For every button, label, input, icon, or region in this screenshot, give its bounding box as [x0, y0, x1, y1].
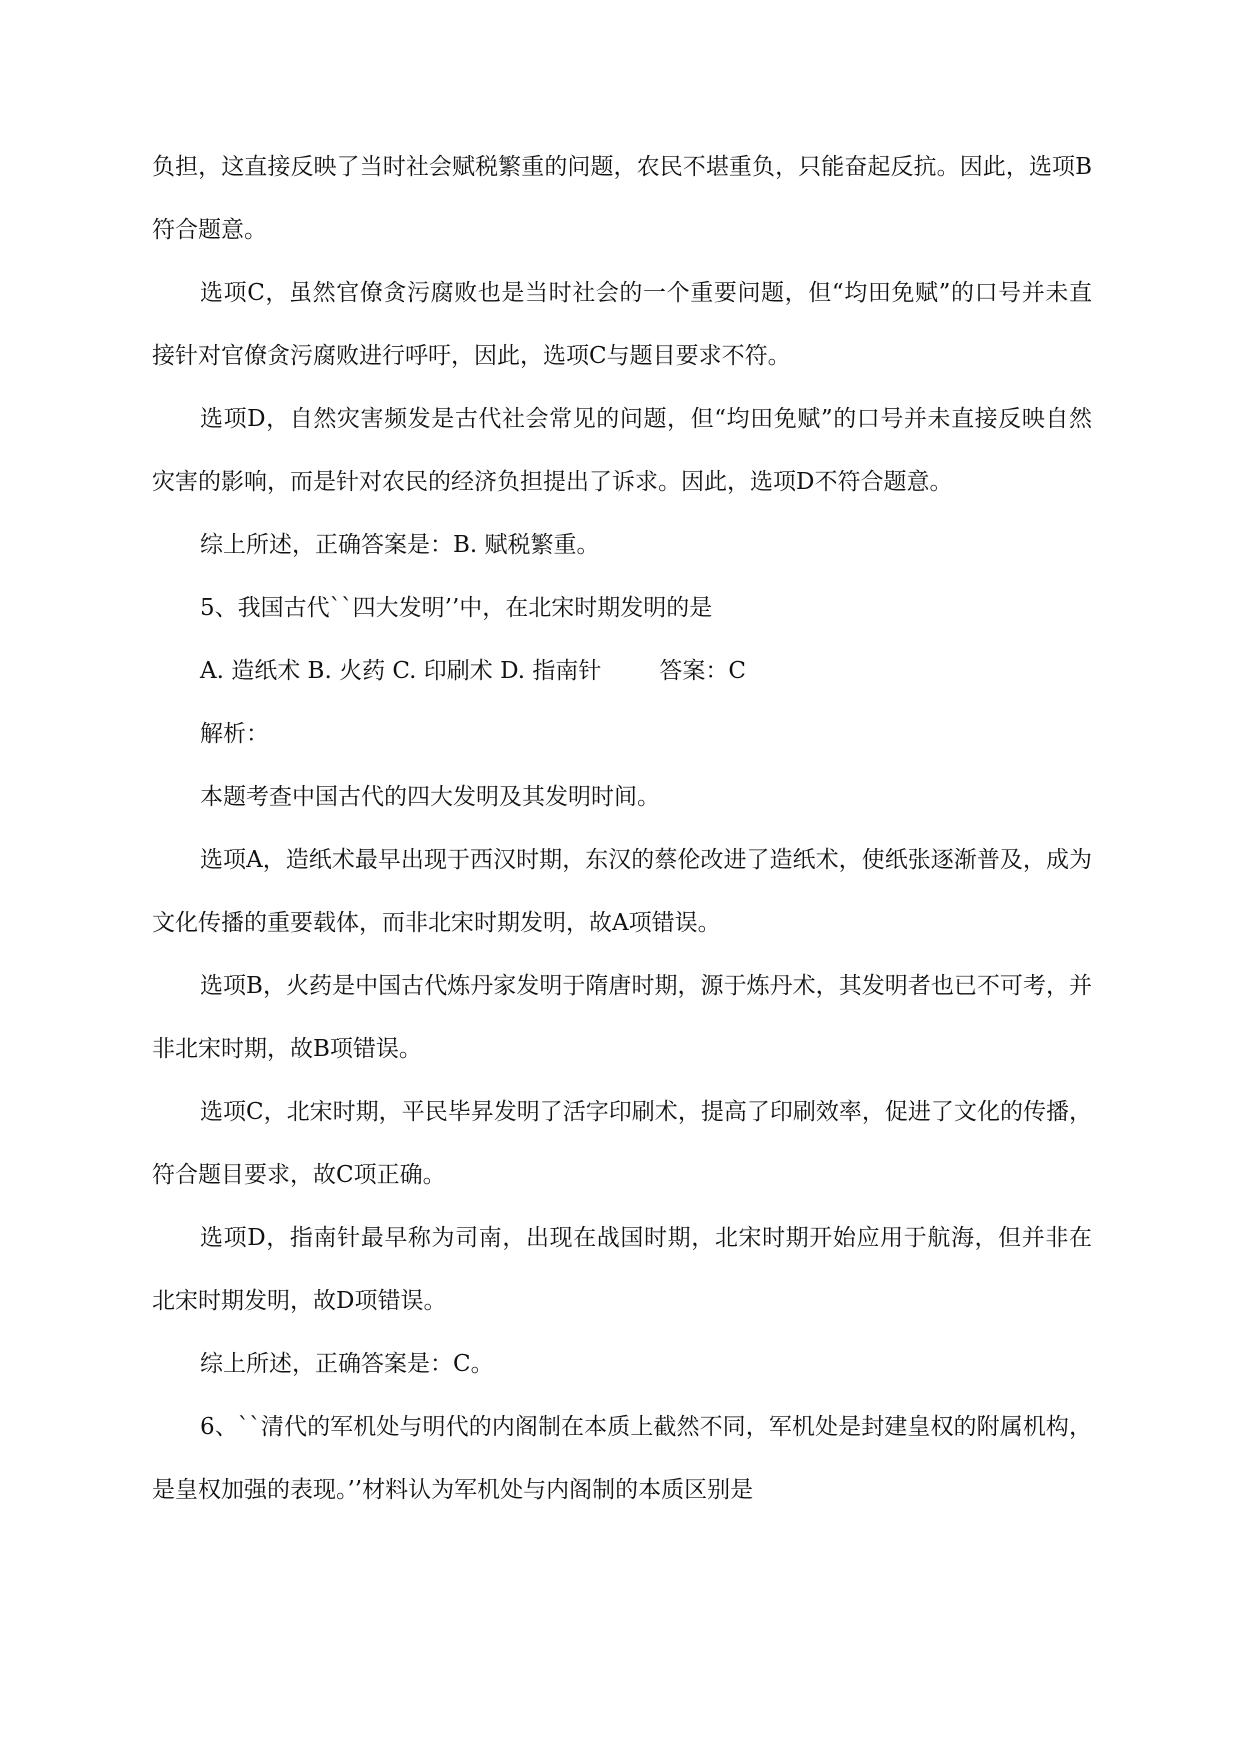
question-5-option-b-analysis: 选项B，火药是中国古代炼丹家发明于隋唐时期，源于炼丹术，其发明者也已不可考，并非北宋时期，故B项错误。 [152, 973, 1092, 1062]
question-5-option-c-analysis: 选项C，北宋时期，平民毕昇发明了活字印刷术，提高了印刷效率，促进了文化的传播，符合题目要求，故C项正确。 [152, 1099, 1092, 1188]
paragraph-option-c-analysis: 选项C，虽然官僚贪污腐败也是当时社会的一个重要问题，但“均田免赋”的口号并未直接针对官僚贪污腐败进行呼吁，因此，选项C与题目要求不符。 [152, 280, 1092, 369]
analysis-label: 解析： [200, 721, 269, 747]
question-5-topic: 本题考查中国古代的四大发明及其发明时间。 [200, 784, 660, 810]
question-5-summary: 综上所述，正确答案是：C。 [200, 1351, 494, 1377]
paragraph-tax-burden-conclusion: 负担，这直接反映了当时社会赋税繁重的问题，农民不堪重负，只能奋起反抗。因此，选项B符合题意。 [152, 154, 1092, 243]
question-5-stem: 5、我国古代``四大发明’’中，在北宋时期发明的是 [200, 595, 713, 621]
question-6-stem: 6、``清代的军机处与明代的内阁制在本质上截然不同，军机处是封建皇权的附属机构，是皇权加强的表现。’’材料认为军机处与内阁制的本质区别是 [152, 1414, 1092, 1503]
question-5-answer: 答案：C [659, 658, 746, 684]
document-body [152, 136, 1092, 1522]
paragraph-option-d-analysis: 选项D，自然灾害频发是古代社会常见的问题，但“均田免赋”的口号并未直接反映自然灾害的影响，而是针对农民的经济负担提出了诉求。因此，选项D不符合题意。 [152, 406, 1092, 495]
paragraph-question4-summary: 综上所述，正确答案是：B. 赋税繁重。 [200, 532, 600, 558]
question-5-options: A. 造纸术 B. 火药 C. 印刷术 D. 指南针 [200, 658, 602, 684]
question-5-option-d-analysis: 选项D，指南针最早称为司南，出现在战国时期，北宋时期开始应用于航海，但并非在北宋时期发明，故D项错误。 [152, 1225, 1092, 1314]
question-5-options-line [152, 640, 1092, 703]
question-5-option-a-analysis: 选项A，造纸术最早出现于西汉时期，东汉的蔡伦改进了造纸术，使纸张逐渐普及，成为文化传播的重要载体，而非北宋时期发明，故A项错误。 [152, 847, 1092, 936]
